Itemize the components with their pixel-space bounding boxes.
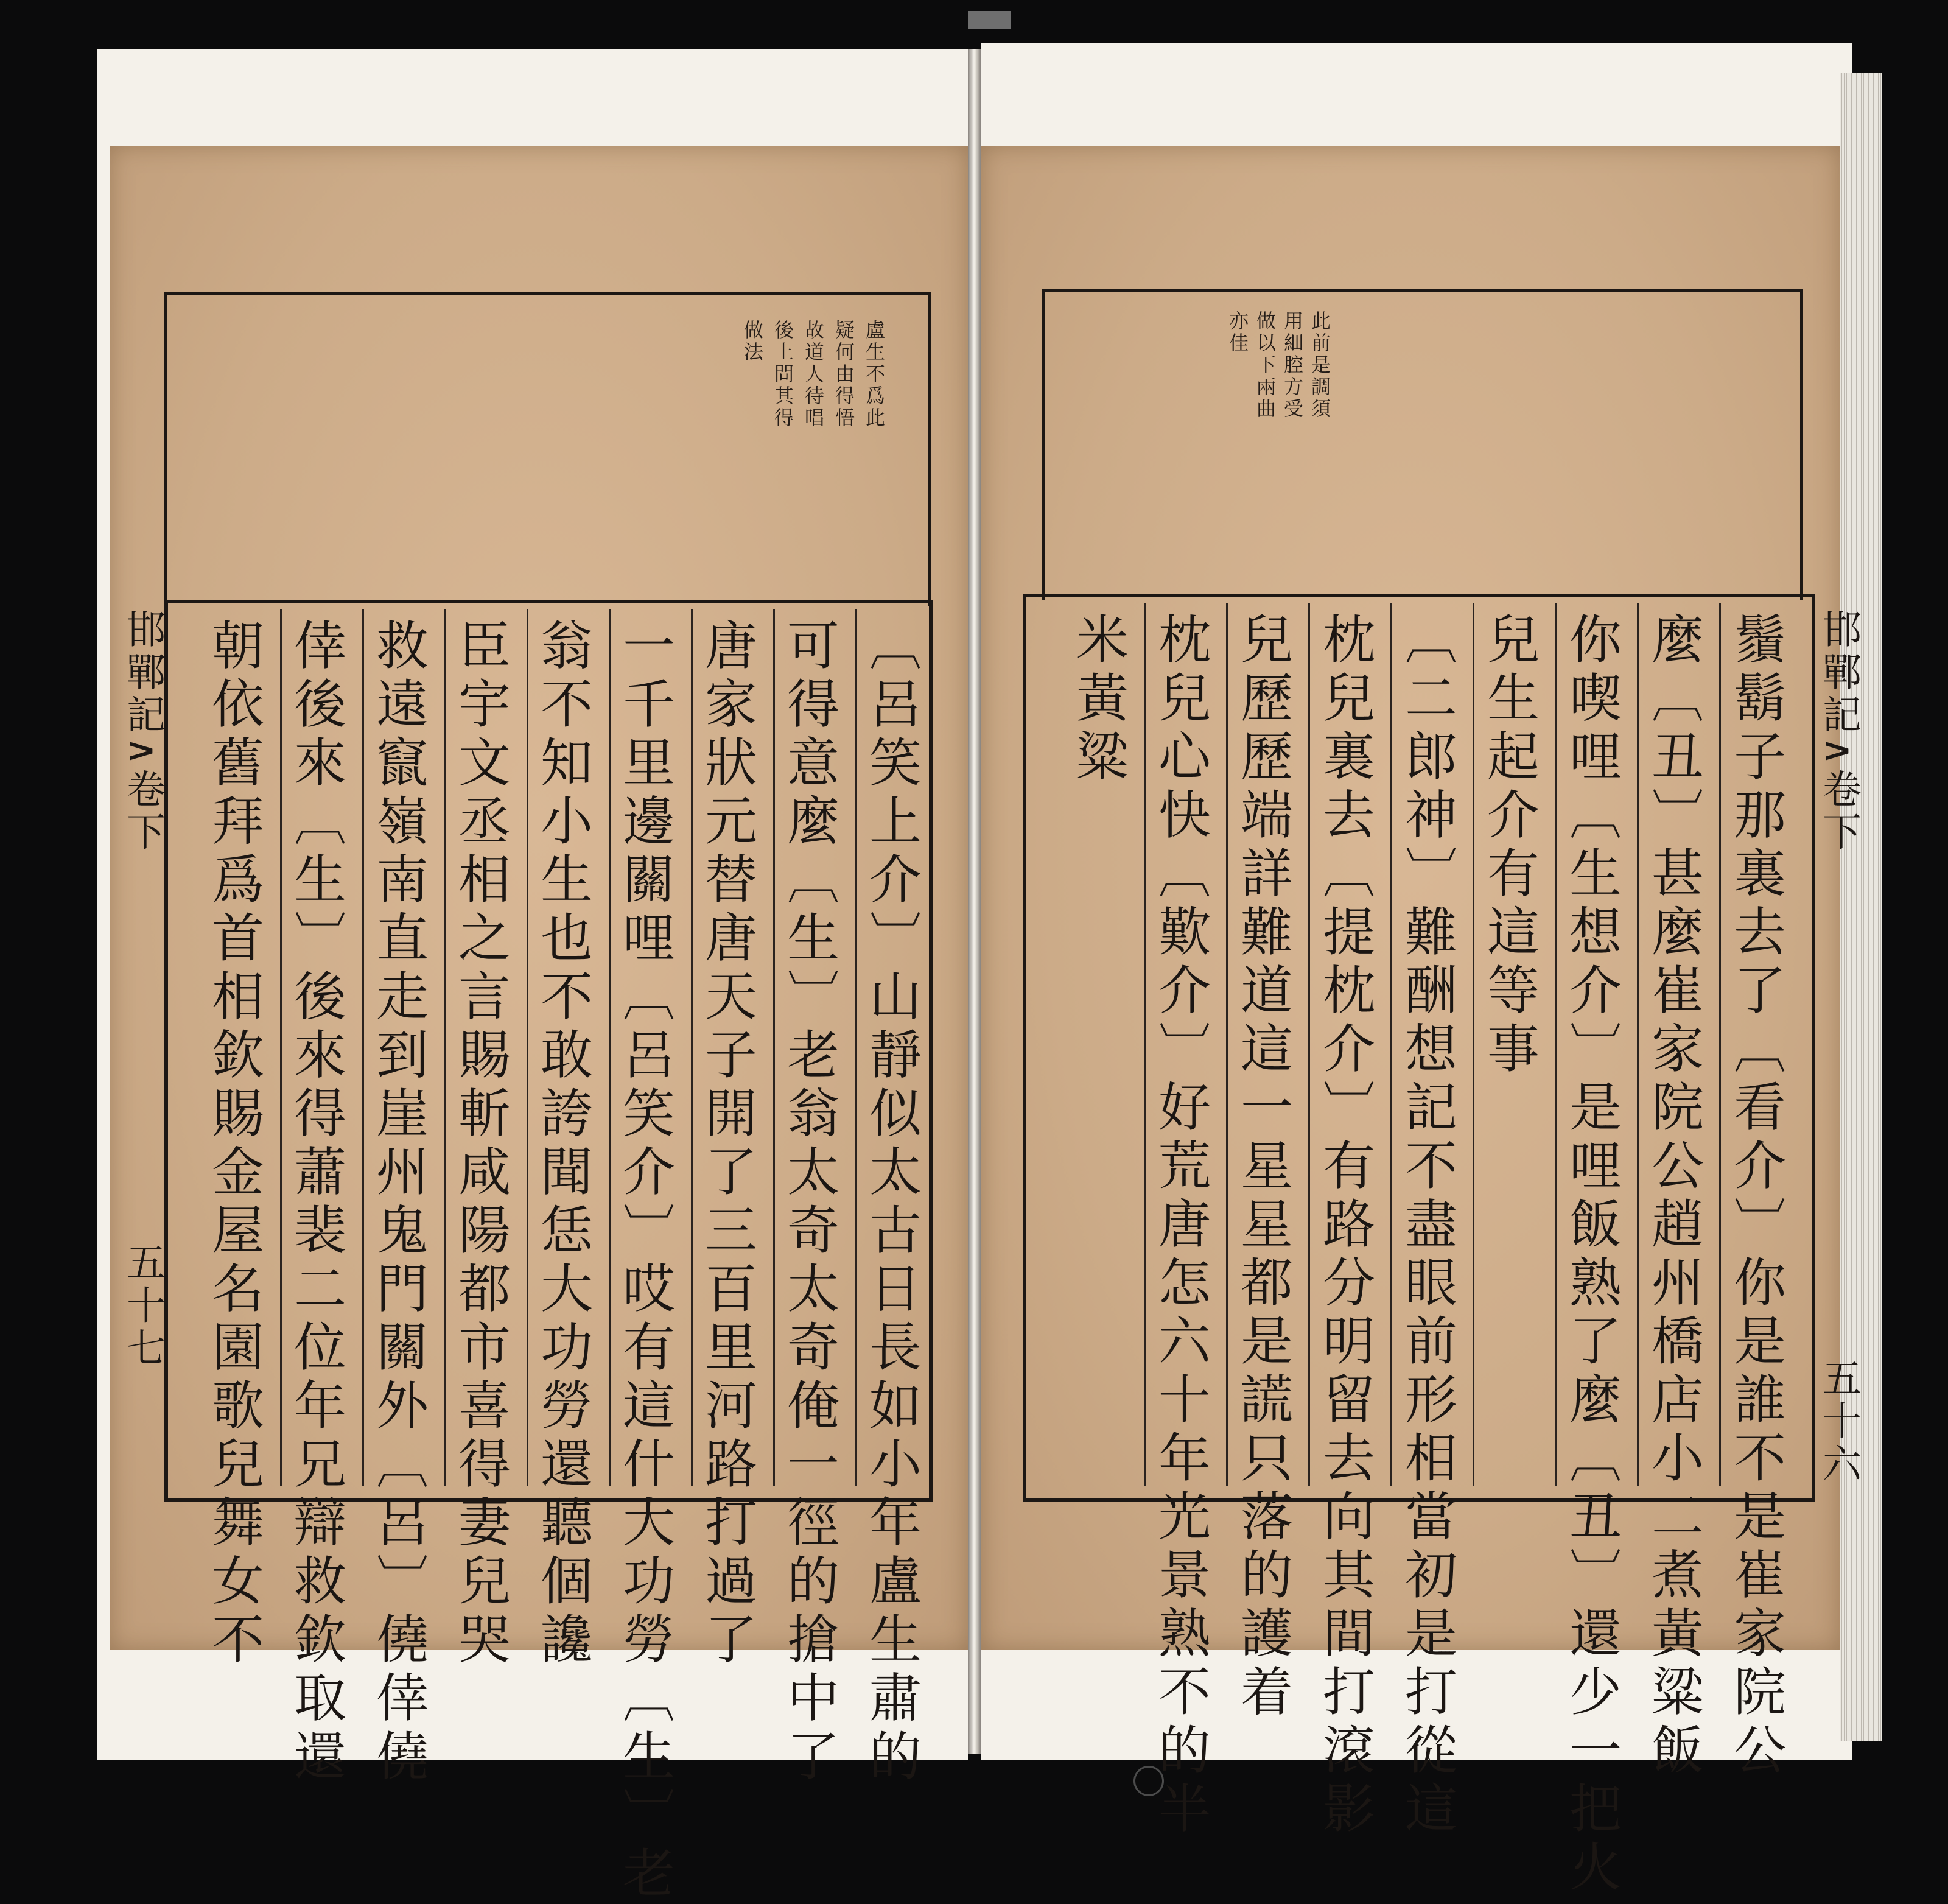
left-text-column-5: 翁不知小生也不敢誇聞恁大功勞還聽個讒 <box>531 618 592 1670</box>
column-rule <box>1473 603 1474 1486</box>
library-seal-icon <box>1133 1766 1164 1796</box>
page-edges <box>1840 73 1882 1741</box>
right-text-column-5: 〔二郎神〕難酬想記不盡眼前形相當初是打從這 <box>1396 612 1457 1839</box>
left-header-note-4: 後上問其得 <box>771 320 794 429</box>
binding-clip <box>968 11 1011 29</box>
left-text-column-8: 倖後來〔生〕後來得蕭裴二位年兄辯救欽取還 <box>285 618 346 1787</box>
left-text-column-6: 臣宇文丞相之言賜斬咸陽都市喜得妻兒哭 <box>449 618 510 1670</box>
right-page <box>981 146 1861 1898</box>
right-page-number: 五十六 <box>1816 1358 1861 1486</box>
column-rule <box>1226 603 1228 1486</box>
left-text-column-2: 可得意麼〔生〕老翁太奇太奇俺一徑的搶中了 <box>778 618 839 1787</box>
left-header-note-3: 故道人待唱 <box>802 320 825 429</box>
right-header-note-4: 亦佳 <box>1226 311 1249 354</box>
column-rule <box>1637 603 1639 1486</box>
left-page-number: 五十七 <box>120 1242 165 1370</box>
right-text-column-7: 兒歷歷端詳難道這一星星都是謊只落的護着 <box>1232 612 1292 1723</box>
column-rule <box>609 609 611 1486</box>
right-header-note-1: 此前是調須 <box>1308 311 1331 420</box>
right-text-column-2: 麼〔丑〕甚麼崔家院公趙州橋店小二煮黃粱飯 <box>1642 612 1703 1781</box>
column-rule <box>855 609 857 1486</box>
right-header-note-2: 用細腔方受 <box>1281 311 1304 420</box>
column-rule <box>1144 603 1146 1486</box>
right-text-column-1: 鬚鬍子那裏去了〔看介〕你是誰不是崔家院公 <box>1725 612 1785 1781</box>
column-rule <box>1390 603 1392 1486</box>
left-header-note-5: 做法 <box>741 320 764 364</box>
left-text-column-1: 〔呂笑上介〕山靜似太古日長如小年盧生肅的 <box>860 618 921 1787</box>
left-text-column-3: 唐家狀元替唐天子開了三百里河路打過了 <box>696 618 757 1670</box>
right-text-column-3: 你喫哩〔生想介〕是哩飯熟了麼〔丑〕還少一把火 <box>1560 612 1621 1898</box>
right-text-column-9: 米黃粱 <box>1067 612 1128 787</box>
right-text-column-4: 兒生起介有這等事 <box>1478 612 1539 1080</box>
left-text-column-9: 朝依舊拜爲首相欽賜金屋名園歌兒舞女不 <box>203 618 264 1670</box>
book-gutter <box>968 49 981 1754</box>
left-text-column-4: 一千里邊關哩〔呂笑介〕哎有這什大功勞〔生〕老 <box>614 618 674 1904</box>
left-margin-title: 邯鄲記∧卷下 <box>120 609 165 854</box>
column-rule <box>691 609 693 1486</box>
column-rule <box>773 609 775 1486</box>
column-rule <box>444 609 446 1486</box>
right-text-column-6: 枕兒裏去〔提枕介〕有路分明留去向其間打滾影 <box>1314 612 1375 1839</box>
left-page <box>110 146 968 1904</box>
left-text-column-7: 救遠竄嶺南直走到崖州鬼門關外〔呂〕僥倖僥 <box>367 618 428 1787</box>
column-rule <box>362 609 364 1486</box>
right-header-note-3: 做以下兩曲 <box>1253 311 1277 420</box>
left-header-note-2: 疑何由得悟 <box>832 320 855 429</box>
column-rule <box>1308 603 1310 1486</box>
left-header-note-1: 盧生不爲此 <box>863 320 886 429</box>
right-text-column-8: 枕兒心快〔歎介〕好荒唐怎六十年光景熟不的半 <box>1149 612 1210 1839</box>
column-rule <box>1555 603 1557 1486</box>
right-header-frame <box>1042 289 1803 600</box>
column-rule <box>280 609 282 1486</box>
column-rule <box>1719 603 1721 1486</box>
column-rule <box>527 609 528 1486</box>
right-margin-title: 邯鄲記∧卷下 <box>1816 609 1861 854</box>
